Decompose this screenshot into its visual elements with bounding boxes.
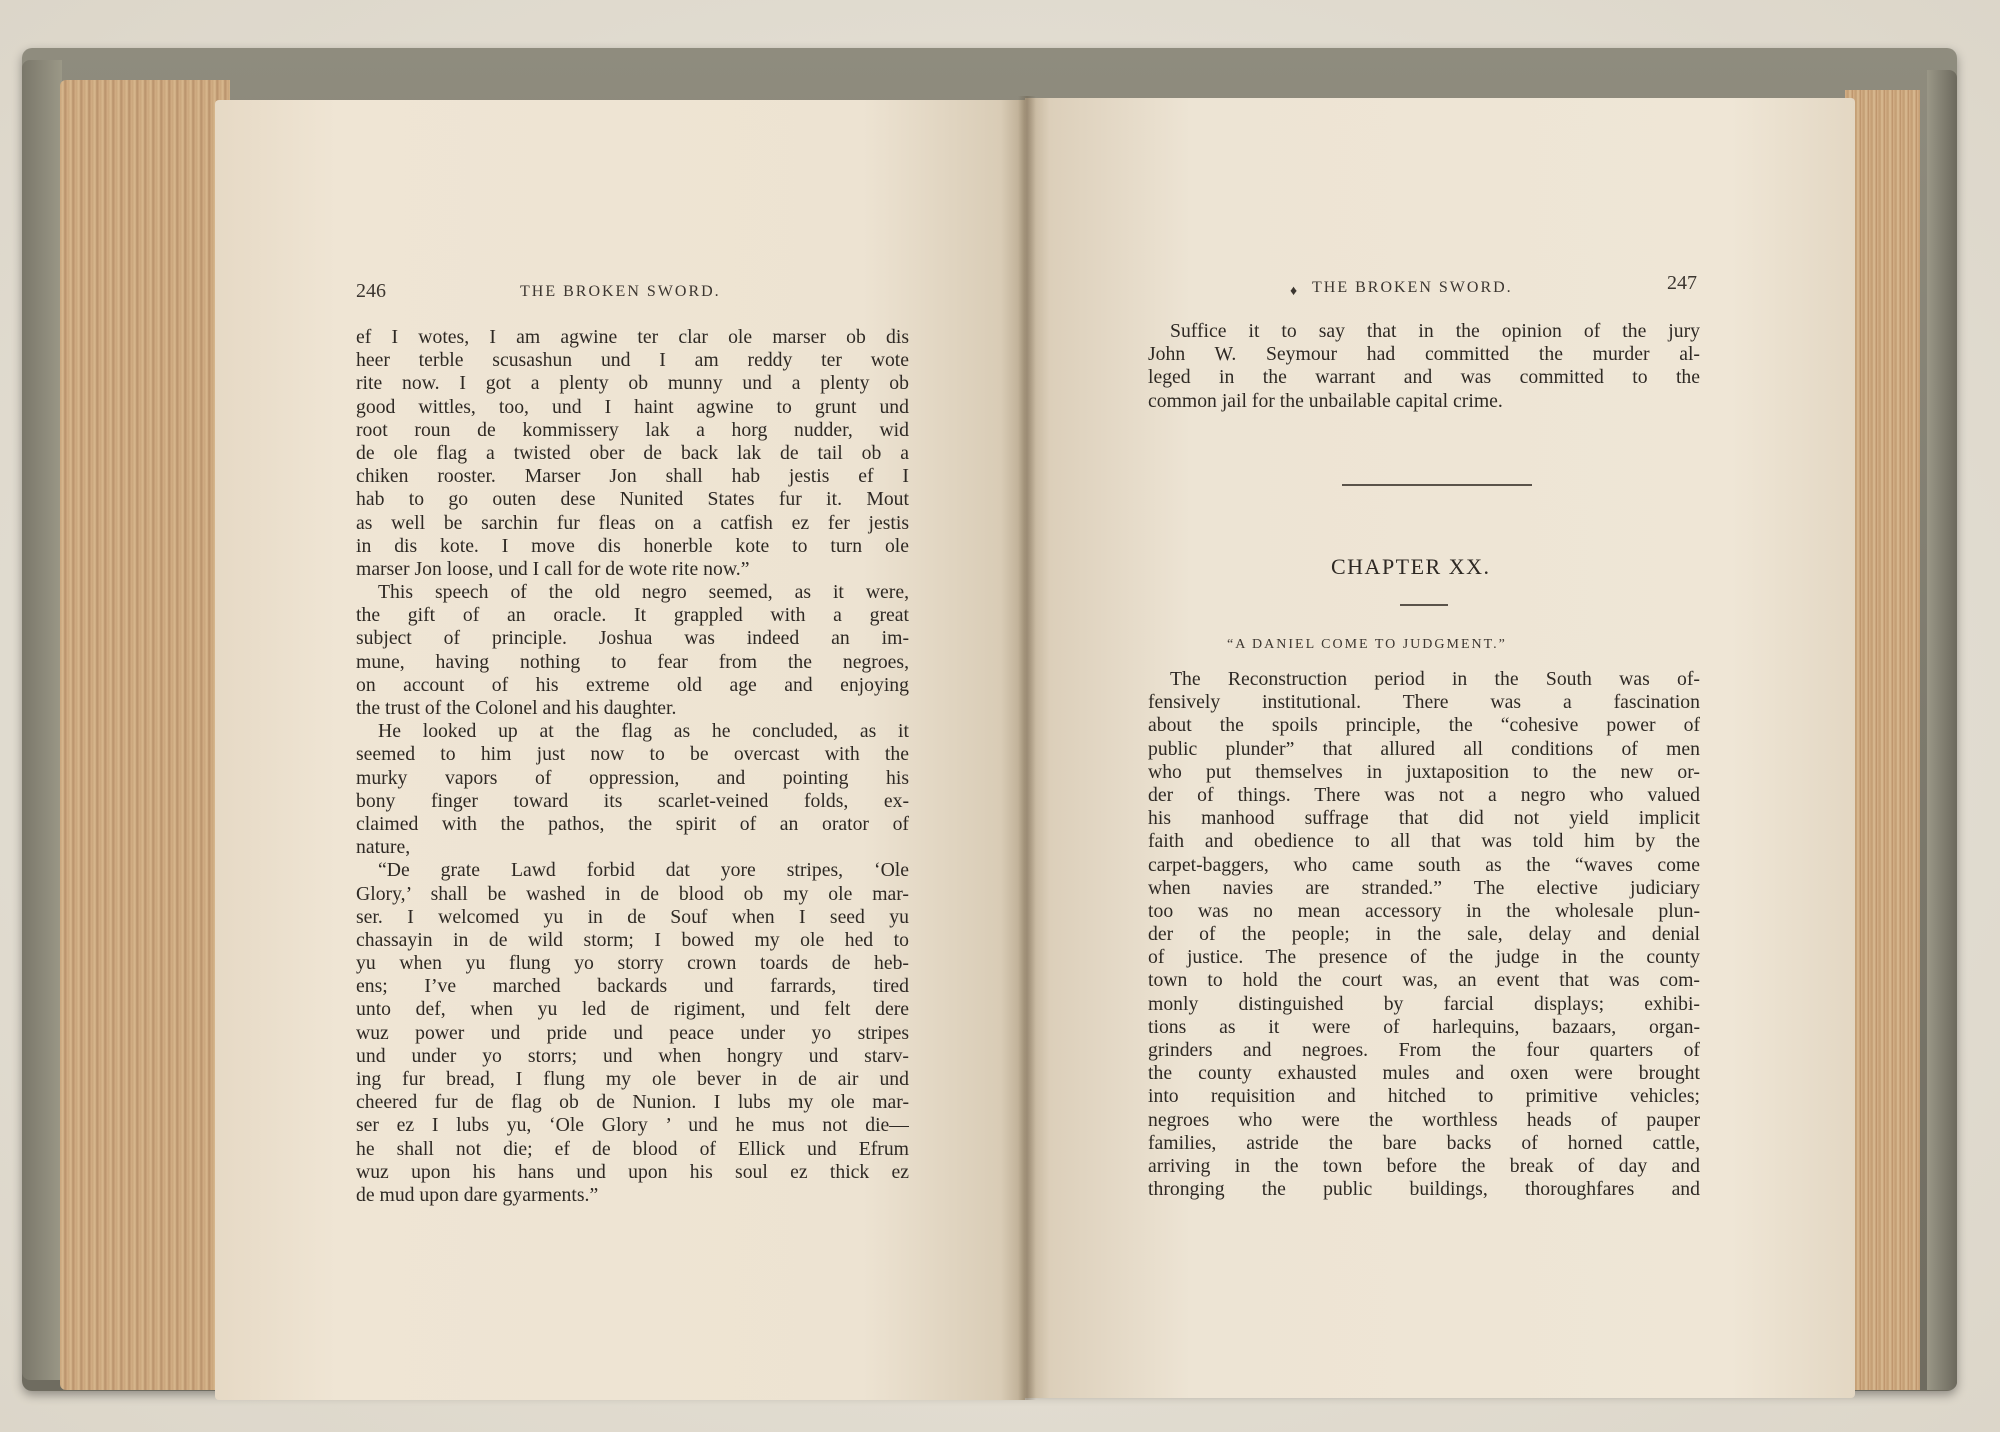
right-page-top-text xyxy=(1148,320,1700,413)
chapter-title: CHAPTER XX. xyxy=(1331,554,1491,579)
text-line: monly distinguished by farcial displays; exhibi- xyxy=(1148,992,1700,1015)
text-line: when navies are stranded.” The elective judiciary xyxy=(1148,876,1700,899)
cover-left-edge xyxy=(22,60,62,1380)
text-line: cheered fur de flag ob de Nunion. I lubs my ole mar- xyxy=(356,1091,909,1114)
page-edges-right xyxy=(1845,90,1920,1390)
text-line: ens; I’ve marched backards und farrards, tired xyxy=(356,975,909,998)
text-line: de mud upon dare gyarments.” xyxy=(356,1183,599,1206)
text-line: Glory,’ shall be washed in de blood ob my ole mar- xyxy=(356,882,909,905)
text-line: tions as it were of harlequins, bazaars, organ- xyxy=(1148,1015,1700,1038)
text-line: subject of principle. Joshua was indeed an im- xyxy=(356,627,909,650)
head-ornament: ♦ xyxy=(1290,284,1298,299)
text-line: der of things. There was not a negro who valued xyxy=(1148,783,1700,806)
text-line: as well be sarchin fur fleas on a catfish ez fer jestis xyxy=(356,511,909,534)
text-line: thronging the public buildings, thoroughfares and xyxy=(1148,1178,1700,1201)
right-page-number: 247 xyxy=(1667,272,1697,294)
text-line: town to hold the court was, an event that was com- xyxy=(1148,969,1700,992)
text-line: claimed with the pathos, the spirit of an orator of xyxy=(356,812,909,835)
text-line: carpet-baggers, who came south as the “waves come xyxy=(1148,853,1700,876)
text-line: the gift of an oracle. It grappled with a great xyxy=(356,604,909,627)
text-line: He looked up at the flag as he concluded, as it xyxy=(378,720,909,743)
book-gutter xyxy=(1018,96,1036,1400)
cover-right-edge xyxy=(1927,70,1957,1390)
text-line: rite now. I got a plenty ob munny und a plenty ob xyxy=(356,372,909,395)
text-line: good wittles, too, und I haint agwine to grunt und xyxy=(356,395,909,418)
text-line: The Reconstruction period in the South was of- xyxy=(1170,668,1700,690)
text-line: unto def, when yu led de rigiment, und felt dere xyxy=(356,998,909,1021)
text-line: wuz power und pride und peace under yo stripes xyxy=(356,1021,909,1044)
text-line: ser ez I lubs yu, ‘Ole Glory ’ und he mus not die— xyxy=(356,1114,909,1137)
text-line: families, astride the bare backs of horned cattle, xyxy=(1148,1131,1700,1154)
left-page-text xyxy=(356,326,909,1207)
text-line: leged in the warrant and was committed to the xyxy=(1148,366,1700,389)
text-line: faith and obedience to all that was told him by the xyxy=(1148,830,1700,853)
text-line: hab to go outen dese Nunited States fur it. Mout xyxy=(356,488,909,511)
text-line: ser. I welcomed yu in de Souf when I seed yu xyxy=(356,905,909,928)
text-line: marser Jon loose, und I call for de wote rite now.” xyxy=(356,557,750,580)
text-line: John W. Seymour had committed the murder al- xyxy=(1148,343,1700,366)
text-line: seemed to him just now to be overcast with the xyxy=(356,743,909,766)
text-line: on account of his extreme old age and enjoying xyxy=(356,673,909,696)
left-page-number: 246 xyxy=(356,280,386,302)
text-line: Suffice it to say that in the opinion of the jury xyxy=(1170,320,1700,342)
text-line: mune, having nothing to fear from the negroes, xyxy=(356,650,909,673)
right-page-body-text xyxy=(1148,668,1700,1201)
text-line: ef I wotes, I am agwine ter clar ole marser ob dis xyxy=(356,326,909,348)
text-line: “De grate Lawd forbid dat yore stripes, ‘Ole xyxy=(378,859,909,882)
text-line: nature, xyxy=(356,836,411,859)
text-line: wuz upon his hans und upon his soul ez thick ez xyxy=(356,1160,909,1183)
text-line: ing fur bread, I flung my ole bever in de air und xyxy=(356,1068,909,1090)
text-line: heer terble scusashun und I am reddy ter wote xyxy=(356,349,909,372)
text-line: murky vapors of oppression, and pointing his xyxy=(356,766,909,789)
text-line: chiken rooster. Marser Jon shall hab jestis ef I xyxy=(356,465,909,488)
text-line: about the spoils principle, the “cohesive power of xyxy=(1148,714,1700,737)
text-line: too was no mean accessory in the wholesale plun- xyxy=(1148,899,1700,922)
text-line: grinders and negroes. From the four quarters of xyxy=(1148,1039,1700,1061)
text-line: public plunder” that allured all conditions of men xyxy=(1148,737,1700,760)
text-line: he shall not die; ef de blood of Ellick und Efrum xyxy=(356,1137,909,1160)
text-line: in dis kote. I move dis honerble kote to turn ole xyxy=(356,534,909,557)
chapter-title-rule xyxy=(1400,604,1448,606)
text-line: fensively institutional. There was a fascination xyxy=(1148,691,1700,714)
text-line: common jail for the unbailable capital crime. xyxy=(1148,389,1503,412)
text-line: yu when yu flung yo storry crown toards de heb- xyxy=(356,952,909,975)
section-divider xyxy=(1342,484,1532,486)
text-line: his manhood suffrage that did not yield implicit xyxy=(1148,807,1700,830)
text-line: who put themselves in juxtaposition to the new or- xyxy=(1148,760,1700,783)
text-line: bony finger toward its scarlet-veined folds, ex- xyxy=(356,789,909,812)
text-line: und under yo storrs; und when hongry und starv- xyxy=(356,1044,909,1067)
text-line: der of the people; in the sale, delay and denial xyxy=(1148,923,1700,946)
text-line: chassayin in de wild storm; I bowed my ole hed to xyxy=(356,928,909,951)
text-line: arriving in the town before the break of day and xyxy=(1148,1154,1700,1177)
text-line: of justice. The presence of the judge in the county xyxy=(1148,946,1700,969)
text-line: into requisition and hitched to primitive vehicles; xyxy=(1148,1085,1700,1108)
right-running-head: THE BROKEN SWORD. xyxy=(1312,279,1513,296)
text-line: This speech of the old negro seemed, as it were, xyxy=(378,581,909,604)
text-line: negroes who were the worthless heads of pauper xyxy=(1148,1108,1700,1131)
text-line: the trust of the Colonel and his daughter. xyxy=(356,697,677,719)
left-running-head: THE BROKEN SWORD. xyxy=(520,283,721,300)
chapter-subtitle: “A DANIEL COME TO JUDGMENT.” xyxy=(1227,637,1507,652)
text-line: root roun de kommissery lak a horg nudder, wid xyxy=(356,418,909,441)
page-edges-left xyxy=(60,80,230,1390)
text-line: de ole flag a twisted ober de back lak de tail ob a xyxy=(356,441,909,464)
text-line: the county exhausted mules and oxen were brought xyxy=(1148,1062,1700,1085)
